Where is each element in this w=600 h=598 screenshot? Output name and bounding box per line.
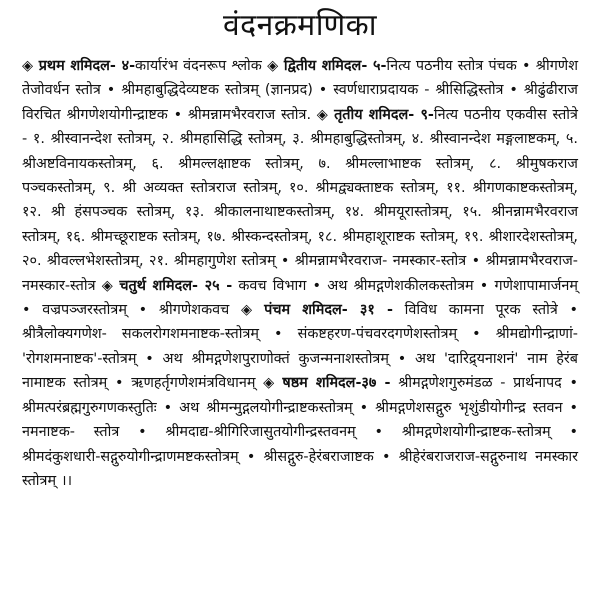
section-text: कार्यारंभ वंदनरूप श्लोक [135, 58, 268, 74]
section-text: कवच विभाग • अथ श्रीमद्गणेशकीलकस्तोत्रम • गणेशापामार्जनम् • वज्रपञ्जरस्तोत्रम् • श्रीगणेशकवच [22, 277, 578, 319]
section-heading: ◈ पंचम शमिदल- ३१ - [240, 302, 393, 319]
section-heading: ◈ षष्ठम शमिदल-३७ - [263, 375, 391, 392]
contents-paragraph [22, 54, 578, 493]
section-heading: ◈ द्वितीय शमिदल- ५- [267, 58, 387, 74]
section-heading: ◈ प्रथम शमिदल- ४- [22, 58, 136, 74]
section-heading: ◈ तृतीय शमिदल- ९- [316, 106, 434, 123]
page-title: वंदनक्रमणिका [222, 8, 377, 43]
section-text: नित्य पठनीय एकवीस स्तोत्रे - १. श्रीस्वानन्देश स्तोत्रम्, २. श्रीमहासिद्धि स्तोत्रम्, ३. श्रीमहाबुद्धिस्तोत्रम्, ४. श्रीस्वानन्देश मङ्गलाष्टकम्, ५. श्रीअष्टविनायकस्तोत्रम्, ६. श्रीमल्लक्षाष्टक स्तोत्रम्, ७. श्रीमल्लाभाष्टक स्तोत्रम्, ८. श्रीमुषकराज पञ्चकस्तोत्रम्, ९. श्री अव्यक्त स्तोत्रराज स्तोत्रम्, १०. श्रीमद्व्यक्ताष्टक स्तोत्रम्, ११. श्रीगणकाष्टकस्तोत्रम्, १२. श्री हंसपञ्चक स्तोत्रम्, १३. श्रीकालनाथाष्टकस्तोत्रम्, १४. श्रीमयूरास्तोत्रम्, १५. श्रीनन्नामभैरवराज स्तोत्रम्, १६. श्रीमच्छूराष्टक स्तोत्रम्, १७. श्रीस्कन्दस्तोत्रम्, १८. श्रीमहाशूराष्टक स्तोत्रम्, १९. श्रीशारदेशस्तोत्रम्, २०. श्रीवल्लभेशस्तोत्रम्, २१. श्रीमहागुणेश स्तोत्रम् • श्रीमन्नामभैरवराज- नमस्कार-स्तोत्र • श्रीमन्नामभैरवराज-नमस्कार-स्तोत्र [22, 106, 578, 294]
section-text: विविध कामना पूरक स्तोत्रे • श्रीत्रैलोक्यगणेश- सकलरोगशमनाष्टक-स्तोत्रम् • संकष्टहरण-पंचवरदगणेशस्तोत्रम् • श्रीमद्योगीन्द्राणां- 'रोगशमनाष्टक'-स्तोत्रम् • अथ श्रीमद्गणेशपुराणोक्तं कुजन्मनाशस्तोत्रम् • अथ 'दारिद्र्यनाशनं' नाम हेरंब नामाष्टक स्तोत्रम् • ऋणहर्तृगणेशमंत्रविधानम् [22, 302, 578, 392]
section-text: श्रीमद्गणेशगुरुमंडळ - प्रार्थनापद • श्रीमत्परंब्रह्मगुरुगणकस्तुतिः • अथ श्रीमन्मुद्गलयोगीन्द्राष्टकस्तोत्रम् • श्रीमद्गणेशसद्गुरु भृशुंडीयोगीन्द्र स्तवन • नमनाष्टक- स्तोत्र • श्रीमदाद्य-श्रीगिरिजासुतयोगीन्द्रस्तवनम् • श्रीमद्गणेशयोगीन्द्राष्टक-स्तोत्रम् • श्रीमदंकुशधारी-सद्गुरुयोगीन्द्राणमष्टकस्तोत्रम् • श्रीसद्गुरु-हेरंबराजाष्टक • श्रीहेरंबराजराज-सद्गुरुनाथ नमस्कार स्तोत्रम् ।। [22, 375, 578, 489]
section-heading: ◈ चतुर्थ शमिदल- २५ - [101, 277, 233, 294]
section-text: नित्य पठनीय स्तोत्र पंचक • श्रीगणेश तेजोवर्धन स्तोत्र • श्रीमहाबुद्धिदेव्यष्टक स्तोत्रम् (ज्ञानप्रद) • स्वर्णधाराप्रदायक - श्रीसिद्धिस्तोत्र • श्रीढुंढीराज विरचित श्रीगणेशयोगीन्द्राष्टक • श्रीमन्नामभैरवराज स्तोत्र. [22, 58, 578, 123]
